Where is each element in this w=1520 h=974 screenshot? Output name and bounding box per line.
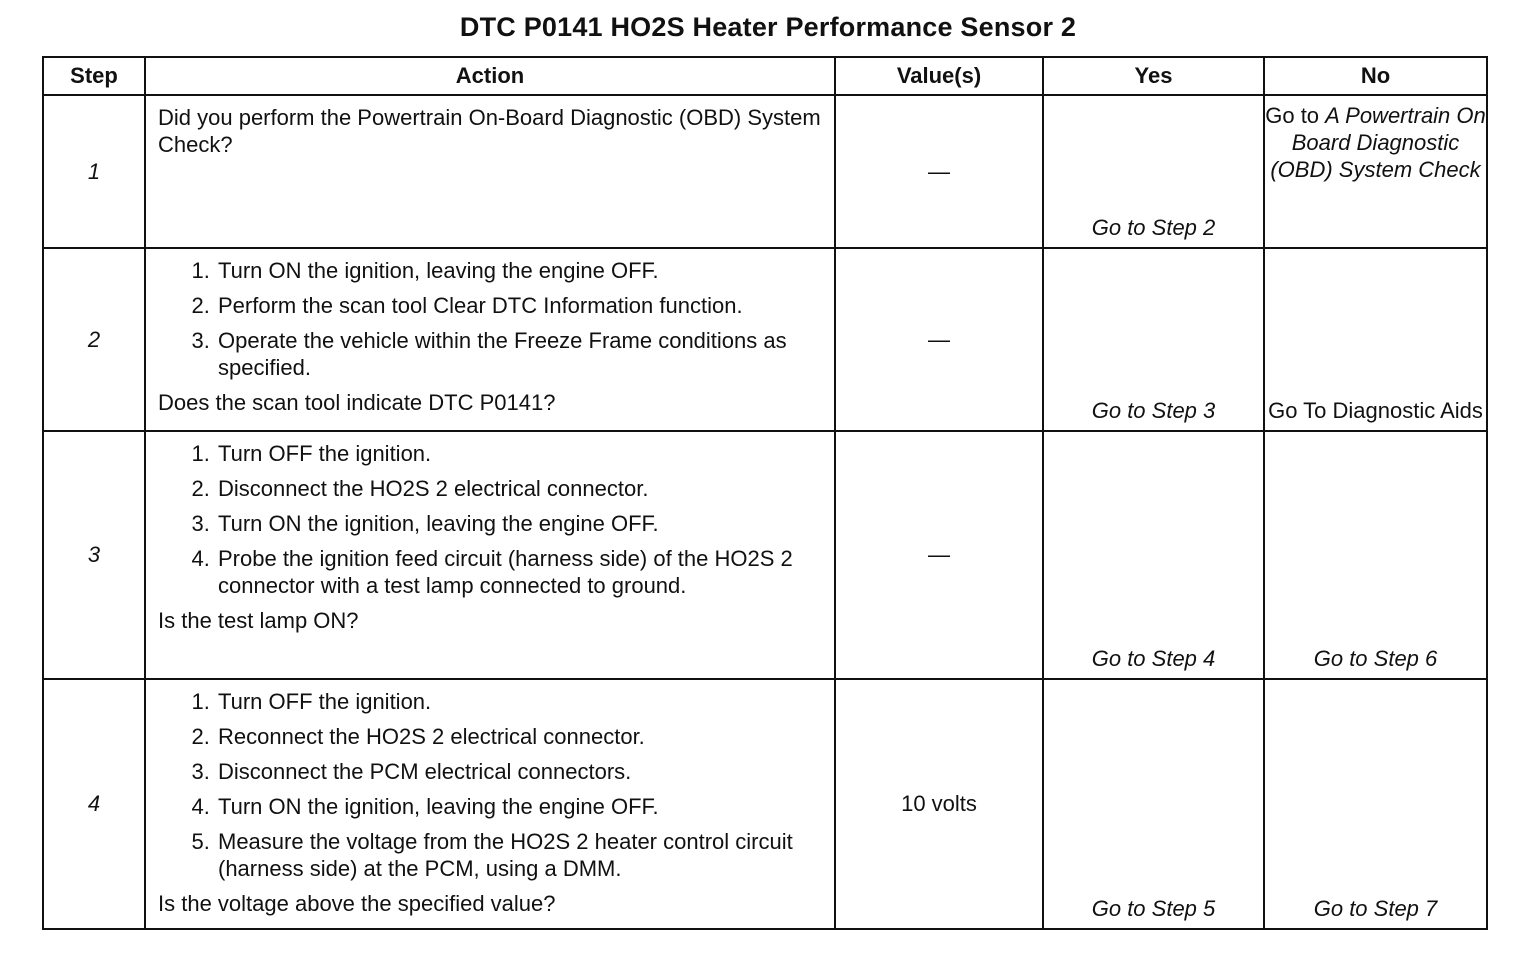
table-row — [43, 431, 1487, 679]
diagnostic-table — [42, 56, 1488, 930]
no-cell: Go To Diagnostic Aids — [1264, 248, 1487, 431]
action-list — [158, 440, 824, 599]
value-cell — [835, 679, 1043, 929]
action-list-item: 3. Turn ON the ignition, leaving the engine OFF. — [216, 510, 824, 537]
action-list-item: 3. Operate the vehicle within the Freeze Frame conditions as specified. — [216, 327, 824, 381]
step-number: 2 — [43, 248, 145, 431]
no-cell: Go to Step 6 — [1264, 431, 1487, 679]
action-list — [158, 257, 824, 381]
header-no: No — [1264, 57, 1487, 95]
value-cell — [835, 95, 1043, 248]
table-header-row — [43, 57, 1487, 95]
action-list-item: 1. Turn ON the ignition, leaving the engine OFF. — [216, 257, 824, 284]
value-cell — [835, 248, 1043, 431]
action-question: Is the test lamp ON? — [158, 608, 359, 633]
action-list-item: 4. Turn ON the ignition, leaving the engine OFF. — [216, 793, 824, 820]
value-text: 10 volts — [901, 791, 977, 816]
value-text: — — [928, 326, 950, 352]
table-row — [43, 248, 1487, 431]
action-cell — [145, 431, 835, 679]
action-question: Does the scan tool indicate DTC P0141? — [158, 390, 556, 415]
action-list — [158, 688, 824, 882]
header-action: Action — [145, 57, 835, 95]
action-cell — [145, 679, 835, 929]
no-link: A Powertrain On Board Diagnostic (OBD) System Check — [1270, 103, 1486, 182]
action-list-item: 5. Measure the voltage from the HO2S 2 heater control circuit (harness side) at the PCM, using a DMM. — [216, 828, 824, 882]
yes-cell: Go to Step 4 — [1043, 431, 1264, 679]
action-list-item: 2. Perform the scan tool Clear DTC Information function. — [216, 292, 824, 319]
table-row — [43, 95, 1487, 248]
action-question: Did you perform the Powertrain On-Board Diagnostic (OBD) System Check? — [158, 105, 821, 157]
value-cell — [835, 431, 1043, 679]
step-number: 1 — [43, 95, 145, 248]
page-title: DTC P0141 HO2S Heater Performance Sensor 2 — [459, 12, 1077, 42]
action-list-item: 4. Probe the ignition feed circuit (harness side) of the HO2S 2 connector with a test lamp connected to ground. — [216, 545, 824, 599]
header-yes: Yes — [1043, 57, 1264, 95]
action-list-item: 1. Turn OFF the ignition. — [216, 440, 824, 467]
no-cell: Go to Step 7 — [1264, 679, 1487, 929]
step-number: 3 — [43, 431, 145, 679]
yes-cell: Go to Step 2 — [1043, 95, 1264, 248]
no-prefix: Go to — [1265, 103, 1320, 128]
action-list-item: 2. Disconnect the HO2S 2 electrical connector. — [216, 475, 824, 502]
table-row — [43, 679, 1487, 929]
action-cell — [145, 95, 835, 248]
action-question: Is the voltage above the specified value? — [158, 891, 556, 916]
action-list-item: 1. Turn OFF the ignition. — [216, 688, 824, 715]
step-number: 4 — [43, 679, 145, 929]
action-list-item: 3. Disconnect the PCM electrical connectors. — [216, 758, 824, 785]
yes-cell: Go to Step 3 — [1043, 248, 1264, 431]
header-values: Value(s) — [835, 57, 1043, 95]
yes-cell: Go to Step 5 — [1043, 679, 1264, 929]
action-list-item: 2. Reconnect the HO2S 2 electrical connector. — [216, 723, 824, 750]
value-text: — — [928, 158, 950, 184]
action-cell — [145, 248, 835, 431]
header-step: Step — [43, 57, 145, 95]
value-text: — — [928, 542, 950, 567]
no-cell — [1264, 95, 1487, 248]
